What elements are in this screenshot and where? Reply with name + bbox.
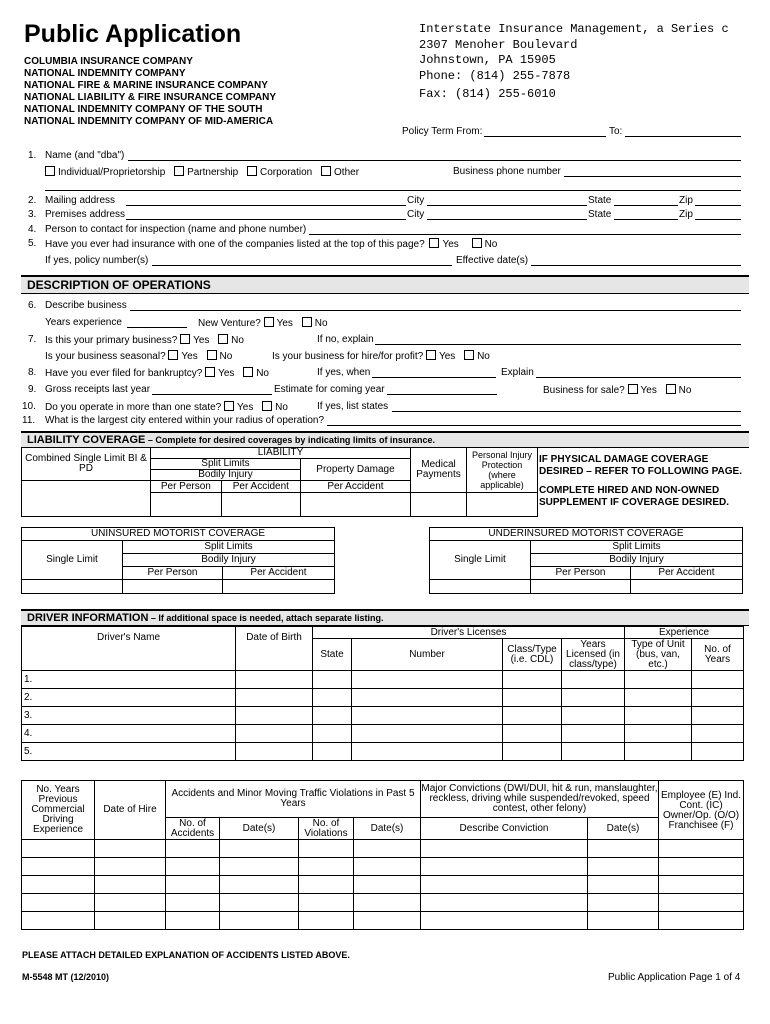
- policy-numbers-label: If yes, policy number(s): [45, 255, 149, 266]
- mailing-address-label: Mailing address: [45, 195, 116, 206]
- bankruptcy-when-field[interactable]: [372, 377, 496, 378]
- attach-notice: PLEASE ATTACH DETAILED EXPLANATION OF ACCIDENTS LISTED ABOVE.: [22, 950, 350, 960]
- premises-city-field[interactable]: [427, 219, 587, 220]
- driver-row[interactable]: 3.: [22, 707, 236, 725]
- sale-no-checkbox[interactable]: [666, 384, 676, 394]
- primary-yes-checkbox[interactable]: [180, 334, 190, 344]
- new-venture-no-checkbox[interactable]: [302, 317, 312, 327]
- medical-input[interactable]: [411, 492, 467, 516]
- effective-dates-label: Effective date(s): [456, 255, 529, 266]
- entity-partnership-checkbox[interactable]: [174, 166, 184, 176]
- driver-row[interactable]: 5.: [22, 743, 236, 761]
- table-row: [22, 858, 744, 876]
- mailing-address-field[interactable]: [126, 205, 406, 206]
- uninsured-motorist-table: UNINSURED MOTORIST COVERAGE Single Limit Split Limits Bodily Injury Per Person Per Accident: [21, 527, 335, 594]
- bi-per-person-input[interactable]: [151, 492, 222, 516]
- liability-heading: LIABILITY COVERAGE – Complete for desired coverages by indicating limits of insurance.: [21, 431, 749, 448]
- liability-table: Combined Single Limit BI & PD LIABILITY Medical Payments Personal Injury Protection (where applicable) Split Limits Property Damage Bodily Injury Per Person Per Accident Per Accident: [21, 447, 538, 517]
- driver-row[interactable]: 4.: [22, 725, 236, 743]
- table-row: [22, 876, 744, 894]
- uim-single-input[interactable]: [430, 580, 531, 594]
- company-name: NATIONAL INDEMNITY COMPANY OF MID-AMERICA: [24, 116, 274, 127]
- operations-heading: DESCRIPTION OF OPERATIONS: [21, 275, 749, 294]
- uim-per-person-input[interactable]: [531, 580, 631, 594]
- describe-business-label: Describe business: [45, 300, 127, 311]
- mailing-city-field[interactable]: [427, 205, 587, 206]
- policy-term-from-field[interactable]: [484, 136, 606, 137]
- physical-damage-note: IF PHYSICAL DAMAGE COVERAGE DESIRED – REFER TO FOLLOWING PAGE.: [539, 454, 742, 477]
- hired-nonowned-note: COMPLETE HIRED AND NON-OWNED SUPPLEMENT IF COVERAGE DESIRED.: [539, 485, 730, 508]
- seasonal-yes-checkbox[interactable]: [168, 350, 178, 360]
- page-title: Public Application: [24, 20, 242, 48]
- prior-insurance-no-checkbox[interactable]: [472, 238, 482, 248]
- name-field[interactable]: [128, 160, 741, 161]
- radius-city-field[interactable]: [327, 425, 741, 426]
- driver-table: Driver's Name Date of Birth Driver's Licenses Experience State Number Class/Type (i.e. CDL) Years Licensed (in class/type) Type of Unit (bus, van, etc.) No. of Years 1. 2. 3. 4. 5.: [21, 626, 744, 761]
- pd-per-accident-input[interactable]: [300, 492, 410, 516]
- company-name: COLUMBIA INSURANCE COMPANY: [24, 56, 193, 67]
- hire-yes-checkbox[interactable]: [426, 350, 436, 360]
- premises-state-field[interactable]: [614, 219, 678, 220]
- prior-insurance-label: Have you ever had insurance with one of the companies listed at the top of this page?: [45, 239, 425, 250]
- agency-city: Johnstown, PA 15905: [419, 53, 556, 67]
- hire-no-checkbox[interactable]: [464, 350, 474, 360]
- company-name: NATIONAL FIRE & MARINE INSURANCE COMPANY: [24, 80, 268, 91]
- multi-state-no-checkbox[interactable]: [262, 401, 272, 411]
- page-number: Public Application Page 1 of 4: [608, 972, 741, 983]
- primary-no-checkbox[interactable]: [218, 334, 228, 344]
- states-list-field[interactable]: [392, 411, 741, 412]
- agency-fax: Fax: (814) 255-6010: [419, 87, 556, 101]
- premises-address-label: Premises address: [45, 209, 126, 220]
- premises-address-field[interactable]: [126, 219, 406, 220]
- bankruptcy-explain-field[interactable]: [536, 377, 741, 378]
- agency-name: Interstate Insurance Management, a Series c: [419, 22, 729, 36]
- policy-term-from-label: Policy Term From:: [402, 126, 483, 137]
- item-number: 1.: [28, 150, 37, 161]
- underinsured-motorist-table: UNDERINSURED MOTORIST COVERAGE Single Limit Split Limits Bodily Injury Per Person Per Accident: [429, 527, 743, 594]
- form-number: M-5548 MT (12/2010): [22, 972, 110, 982]
- bankruptcy-no-checkbox[interactable]: [243, 367, 253, 377]
- inspection-contact-label: Person to contact for inspection (name and phone number): [45, 224, 307, 235]
- company-name: NATIONAL INDEMNITY COMPANY: [24, 68, 186, 79]
- entity-other-checkbox[interactable]: [321, 166, 331, 176]
- mailing-zip-field[interactable]: [695, 205, 741, 206]
- primary-explain-field[interactable]: [375, 344, 741, 345]
- um-single-input[interactable]: [22, 580, 123, 594]
- driver-row[interactable]: 1.: [22, 671, 236, 689]
- inspection-contact-field[interactable]: [309, 234, 741, 235]
- entity-individual-checkbox[interactable]: [45, 166, 55, 176]
- bankruptcy-yes-checkbox[interactable]: [205, 367, 215, 377]
- premises-zip-field[interactable]: [695, 219, 741, 220]
- business-phone-field[interactable]: [564, 176, 741, 177]
- uim-per-accident-input[interactable]: [630, 580, 742, 594]
- um-per-person-input[interactable]: [123, 580, 223, 594]
- extra-line[interactable]: [45, 190, 741, 191]
- driving-history-table: No. Years Previous Commercial Driving Experience Date of Hire Accidents and Minor Moving Traffic Violations in Past 5 Years Major Convictions (DWI/DUI, hit & run, manslaughter, reckless, driving while suspended/revoked, speed contest, other felony) Employee (E) Ind. Cont. (IC) Owner/Op. (O/O) Franchisee (F) No. of Accidents Date(s) No. of Violations Date(s) Describe Conviction Date(s): [21, 780, 744, 930]
- company-name: NATIONAL INDEMNITY COMPANY OF THE SOUTH: [24, 104, 263, 115]
- table-row: [22, 894, 744, 912]
- agency-street: 2307 Menoher Boulevard: [419, 38, 578, 52]
- driver-info-heading: DRIVER INFORMATION – If additional space is needed, attach separate listing.: [21, 609, 749, 626]
- effective-dates-field[interactable]: [531, 265, 741, 266]
- table-row: [22, 912, 744, 930]
- company-name: NATIONAL LIABILITY & FIRE INSURANCE COMPANY: [24, 92, 277, 103]
- entity-corporation-checkbox[interactable]: [247, 166, 257, 176]
- sale-yes-checkbox[interactable]: [628, 384, 638, 394]
- multi-state-yes-checkbox[interactable]: [224, 401, 234, 411]
- new-venture-yes-checkbox[interactable]: [264, 317, 274, 327]
- name-label: Name (and "dba"): [45, 150, 125, 161]
- estimate-field[interactable]: [387, 394, 497, 395]
- years-experience-field[interactable]: [127, 327, 187, 328]
- describe-business-field[interactable]: [130, 310, 741, 311]
- um-per-accident-input[interactable]: [222, 580, 334, 594]
- combined-limit-input[interactable]: [22, 481, 151, 517]
- driver-row[interactable]: 2.: [22, 689, 236, 707]
- pip-input[interactable]: [467, 492, 538, 516]
- seasonal-no-checkbox[interactable]: [207, 350, 217, 360]
- business-phone-label: Business phone number: [453, 166, 561, 177]
- table-row: [22, 840, 744, 858]
- mailing-state-field[interactable]: [614, 205, 678, 206]
- gross-receipts-field[interactable]: [152, 394, 272, 395]
- policy-term-to-field[interactable]: [625, 136, 741, 137]
- prior-insurance-yes-checkbox[interactable]: [429, 238, 439, 248]
- policy-term-to-label: To:: [609, 126, 623, 137]
- bi-per-accident-input[interactable]: [221, 492, 300, 516]
- policy-numbers-field[interactable]: [152, 265, 452, 266]
- agency-phone: Phone: (814) 255-7878: [419, 69, 571, 83]
